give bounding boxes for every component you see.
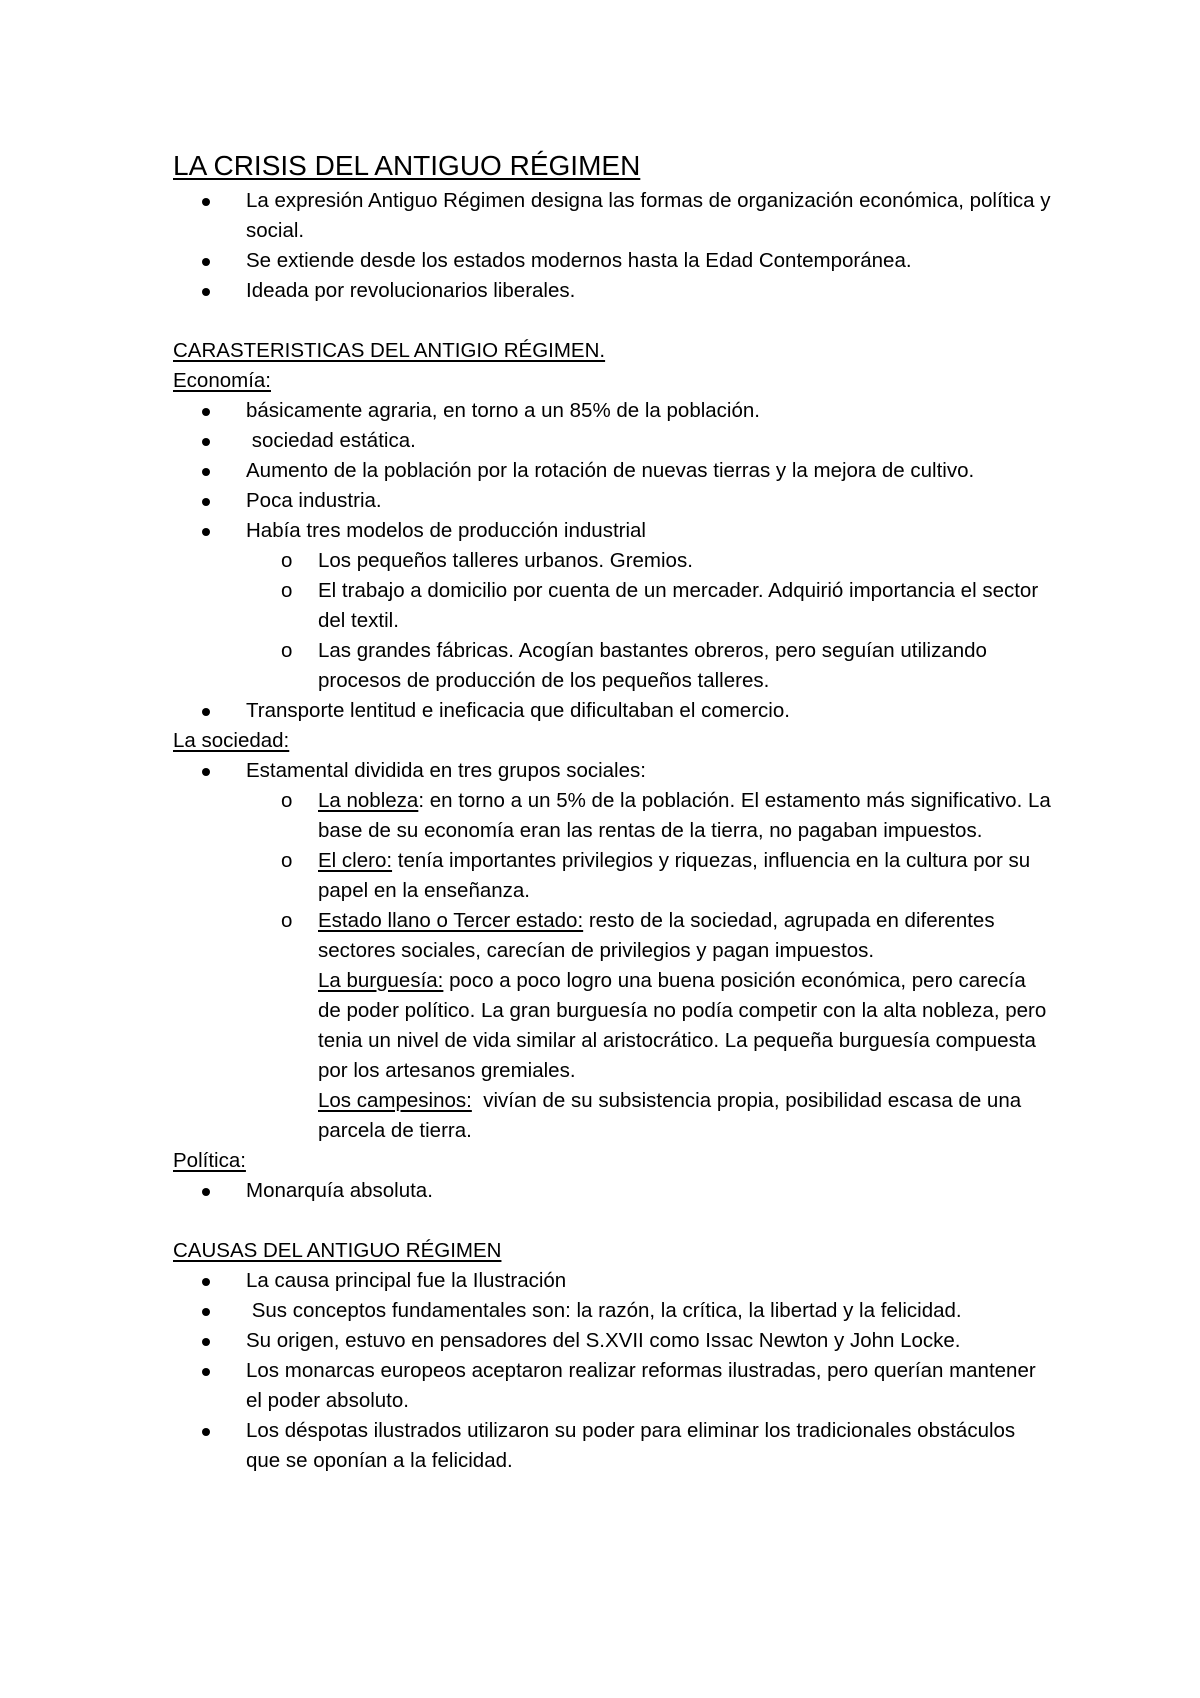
campesinos-paragraph: Los campesinos: vivían de su subsistencia propia, posibilidad escasa de una parcela de tierra.	[318, 1089, 1027, 1142]
section-heading-causas: CAUSAS DEL ANTIGUO RÉGIMEN	[173, 1239, 502, 1262]
bullet-icon	[202, 1308, 210, 1316]
list-item: Estamental dividida en tres grupos sociales:	[173, 756, 1053, 786]
circle-bullet-icon: o	[281, 849, 293, 872]
sociedad-list	[173, 756, 1053, 786]
sub-list-item: o Estado llano o Tercer estado: resto de la sociedad, agrupada en diferentes sectores sociales, carecían de privilegios y pagan impuestos.	[173, 906, 1053, 966]
modelos-list	[173, 546, 1053, 696]
bullet-icon	[202, 438, 210, 446]
sub-list-item: o El trabajo a domicilio por cuenta de un mercader. Adquirió importancia el sector del textil.	[173, 576, 1053, 636]
sub-list-item: o La nobleza: en torno a un 5% de la población. El estamento más significativo. La base de su economía eran las rentas de la tierra, no pagaban impuestos.	[173, 786, 1053, 846]
list-item: Ideada por revolucionarios liberales.	[173, 276, 1053, 306]
list-item: La causa principal fue la Ilustración	[173, 1266, 1053, 1296]
list-item: Había tres modelos de producción industrial	[173, 516, 1053, 546]
document-content	[173, 148, 1053, 1476]
subheading-economia: Economía:	[173, 369, 271, 392]
list-item: básicamente agraria, en torno a un 85% de la población.	[173, 396, 1053, 426]
causas-list	[173, 1266, 1053, 1476]
list-item: Poca industria.	[173, 486, 1053, 516]
circle-bullet-icon: o	[281, 549, 293, 572]
bullet-icon	[202, 198, 210, 206]
bullet-icon	[202, 708, 210, 716]
list-item: La expresión Antiguo Régimen designa las formas de organización económica, política y social.	[173, 186, 1053, 246]
bullet-icon	[202, 1428, 210, 1436]
spacer	[173, 1206, 1053, 1236]
list-item: Se extiende desde los estados modernos hasta la Edad Contemporánea.	[173, 246, 1053, 276]
circle-bullet-icon: o	[281, 909, 293, 932]
subheading-politica: Política:	[173, 1149, 246, 1172]
bullet-icon	[202, 1188, 210, 1196]
grupos-list	[173, 786, 1053, 966]
bullet-icon	[202, 408, 210, 416]
sub-list-item: o El clero: tenía importantes privilegios y riquezas, influencia en la cultura por su papel en la enseñanza.	[173, 846, 1053, 906]
intro-list	[173, 186, 1053, 306]
sub-list-item: o Las grandes fábricas. Acogían bastantes obreros, pero seguían utilizando procesos de producción de los pequeños talleres.	[173, 636, 1053, 696]
sub-list-item: o Los pequeños talleres urbanos. Gremios.	[173, 546, 1053, 576]
bullet-icon	[202, 258, 210, 266]
circle-bullet-icon: o	[281, 639, 293, 662]
list-item: Transporte lentitud e ineficacia que dificultaban el comercio.	[173, 696, 1053, 726]
page-title: LA CRISIS DEL ANTIGUO RÉGIMEN	[173, 150, 641, 181]
bullet-icon	[202, 468, 210, 476]
bullet-icon	[202, 1338, 210, 1346]
circle-bullet-icon: o	[281, 579, 293, 602]
bullet-icon	[202, 768, 210, 776]
list-item: Su origen, estuvo en pensadores del S.XVII como Issac Newton y John Locke.	[173, 1326, 1053, 1356]
economia-list	[173, 396, 1053, 546]
section-heading-caracteristicas: CARASTERISTICAS DEL ANTIGIO RÉGIMEN.	[173, 339, 606, 362]
bullet-icon	[202, 288, 210, 296]
circle-bullet-icon: o	[281, 789, 293, 812]
list-item: sociedad estática.	[173, 426, 1053, 456]
list-item: Los déspotas ilustrados utilizaron su poder para eliminar los tradicionales obstáculos que se oponían a la felicidad.	[173, 1416, 1053, 1476]
spacer	[173, 306, 1053, 336]
list-item: Monarquía absoluta.	[173, 1176, 1053, 1206]
bullet-icon	[202, 1368, 210, 1376]
list-item: Los monarcas europeos aceptaron realizar reformas ilustradas, pero querían mantener el poder absoluto.	[173, 1356, 1053, 1416]
subheading-sociedad: La sociedad:	[173, 729, 290, 752]
transporte-list	[173, 696, 1053, 726]
politica-list	[173, 1176, 1053, 1206]
bullet-icon	[202, 498, 210, 506]
list-item: Aumento de la población por la rotación de nuevas tierras y la mejora de cultivo.	[173, 456, 1053, 486]
bullet-icon	[202, 528, 210, 536]
list-item: Sus conceptos fundamentales son: la razón, la crítica, la libertad y la felicidad.	[173, 1296, 1053, 1326]
bullet-icon	[202, 1278, 210, 1286]
burguesia-paragraph: La burguesía: poco a poco logro una buena posición económica, pero carecía de poder político. La gran burguesía no podía competir con la alta nobleza, pero tenia un nivel de vida similar al aristocrático. La pequeña burguesía compuesta por los artesanos gremiales.	[318, 969, 1047, 1082]
